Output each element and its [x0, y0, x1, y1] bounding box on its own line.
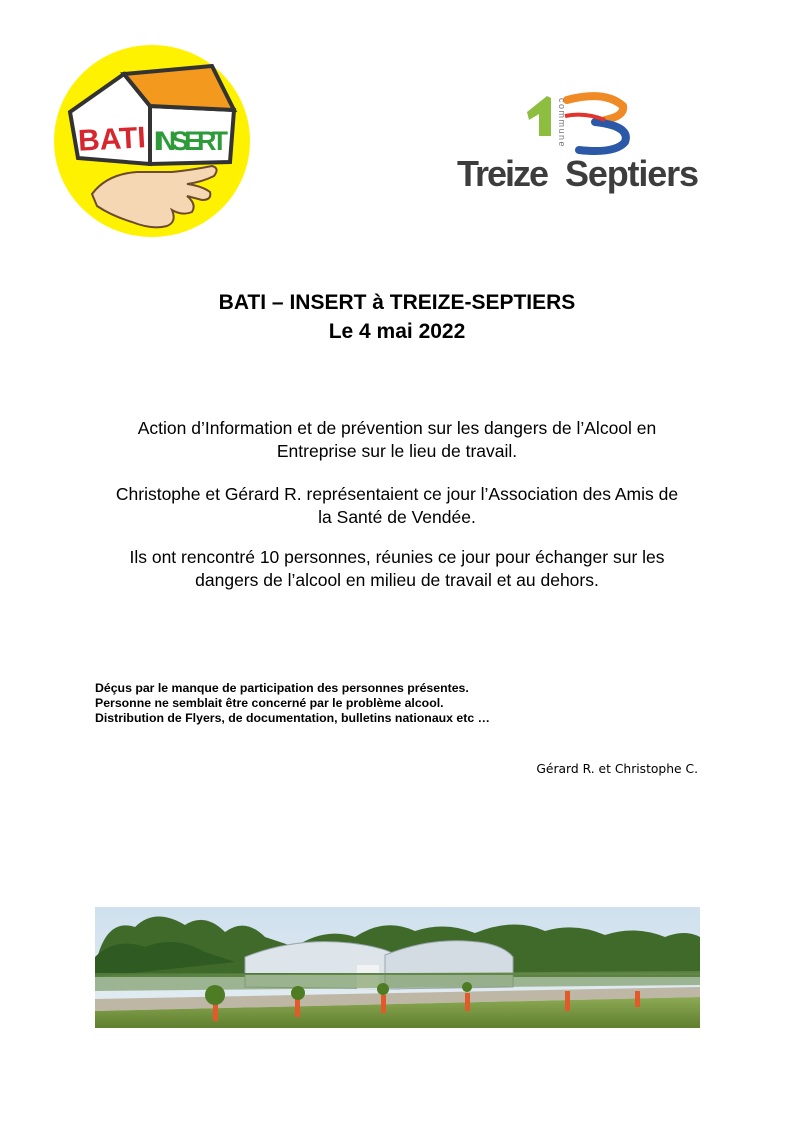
logo-word-bati: BATI: [77, 121, 147, 158]
paragraph-line: Entreprise sur le lieu de travail.: [276, 441, 518, 461]
logo-vertical-commune: commune: [557, 98, 567, 149]
signature: Gérard R. et Christophe C.: [536, 762, 698, 776]
greenhouse-photo: [95, 907, 700, 1028]
title-line-2: Le 4 mai 2022: [328, 320, 466, 343]
paragraph-representatives: [80, 483, 714, 529]
paragraph-line: Christophe et Gérard R. représentaient ce jour l’Association des Amis de: [115, 484, 679, 504]
paragraph-line: Ils ont rencontré 10 personnes, réunies ce jour pour échanger sur les: [129, 547, 665, 567]
paragraph-line: dangers de l’alcool en milieu de travail et au dehors.: [195, 570, 599, 590]
treize-septiers-logo: [455, 92, 703, 196]
logo-word-septiers: Septiers: [565, 153, 699, 194]
notes-block: [95, 681, 715, 726]
logo-word-insert: INSERT: [154, 126, 228, 156]
note-line: Distribution de Flyers, de documentation, bulletins nationaux etc …: [95, 711, 490, 725]
logo-word-treize: Treize: [457, 153, 549, 194]
note-line: Déçus par le manque de participation des personnes présentes.: [95, 681, 469, 695]
logo-red-stroke: [565, 115, 605, 120]
paragraph-line: Action d’Information et de prévention sur les dangers de l’Alcool en: [137, 418, 657, 438]
paragraph-line: la Santé de Vendée.: [318, 507, 476, 527]
logo-green-one: [527, 96, 551, 136]
logo-blue-three-bottom: [579, 122, 626, 151]
bati-insert-logo: [52, 44, 252, 238]
note-line: Personne ne semblait être concerné par le problème alcool.: [95, 696, 444, 710]
paragraph-meeting: [80, 546, 714, 592]
paragraph-action: [80, 417, 714, 463]
title-line-1: BATI – INSERT à TREIZE-SEPTIERS: [218, 291, 576, 314]
